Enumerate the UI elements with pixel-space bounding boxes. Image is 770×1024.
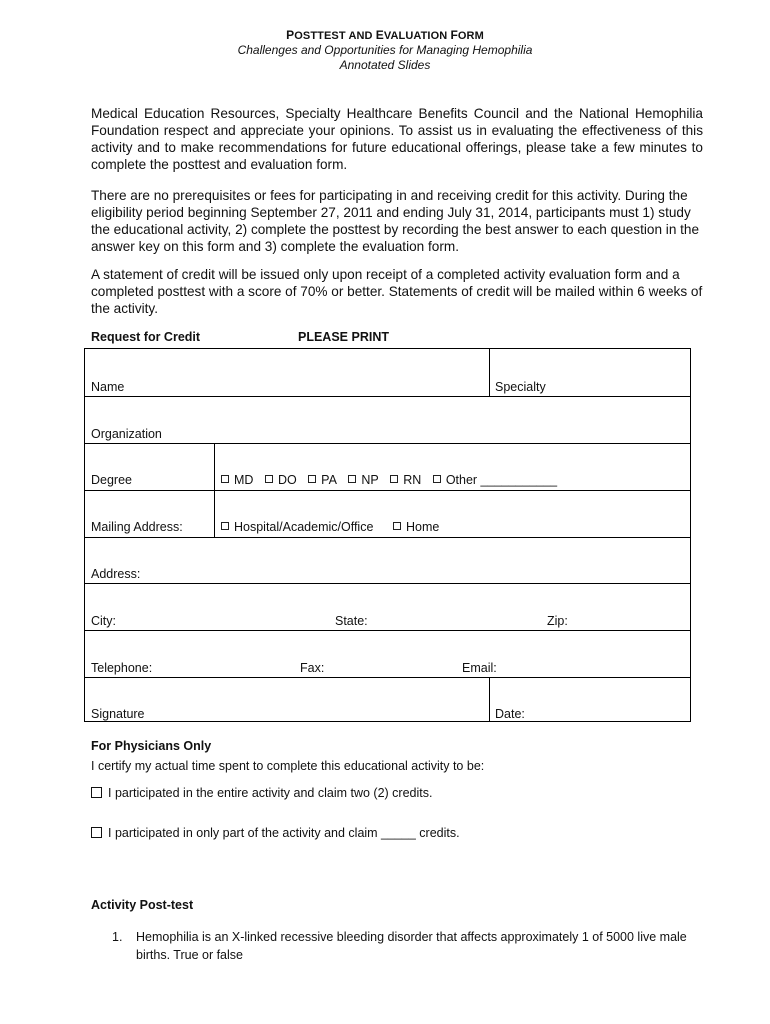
row-divider [85,677,690,678]
question-text: Hemophilia is an X-linked recessive bleeding disorder that affects approximately 1 of 5000 live male births. True or false [136,930,687,962]
row-divider [85,490,690,491]
checkbox-icon [91,827,102,838]
option-label: PA [321,473,337,487]
row-divider [85,630,690,631]
form-subtitle-slides: Annotated Slides [339,58,431,72]
title-part-valuation: VALUATION [383,30,451,42]
intro-paragraph-1: Medical Education Resources, Specialty Healthcare Benefits Council and the National Hemophilia Foundation respect and appreciate your opinions. To assist us in evaluating the effectiveness of this activity and to make recommendations for future educational offerings, please take a few minutes to complete the posttest and evaluation form. [91,106,703,172]
credit-option-full[interactable] [91,786,432,800]
question-number: 1. [112,930,123,944]
telephone-field[interactable]: Telephone: [91,661,153,675]
degree-option-pa[interactable] [308,473,337,487]
degree-options [221,473,565,487]
checkbox-icon [393,522,401,530]
degree-option-md[interactable] [221,473,253,487]
address-field[interactable]: Address: [91,567,141,581]
credit-option-partial[interactable] [91,826,460,840]
checkbox-icon [390,475,398,483]
degree-label: Degree [91,473,132,487]
option-label: NP [361,473,379,487]
checkbox-icon [221,475,229,483]
degree-option-do[interactable] [265,473,297,487]
question-item [112,928,702,964]
form-subtitle-course: Challenges and Opportunities for Managing Hemophilia [237,43,533,57]
email-field[interactable]: Email: [462,661,497,675]
please-print-label: PLEASE PRINT [298,330,389,344]
title-initial-p: P [286,28,295,42]
title-part-orm: ORM [457,30,484,42]
title-part-osttest: OSTTEST AND [294,30,376,42]
state-field[interactable]: State: [335,614,368,628]
intro-paragraph-2: There are no prerequisites or fees for participating in and receiving credit for this activity. During the eligibility period beginning September 27, 2011 and ending July 31, 2014, participants must 1) study the educational activity, 2) complete the posttest by recording the best answer to each question in the answer key on this form and 3) complete the evaluation form. [91,188,700,254]
title-initial-e: E [375,28,384,42]
column-divider [489,677,490,722]
degree-option-rn[interactable] [390,473,421,487]
option-label: RN [403,473,422,487]
column-divider [214,443,215,537]
checkbox-icon [308,475,316,483]
option-label: MD [234,473,254,487]
city-field[interactable]: City: [91,614,116,628]
degree-option-np[interactable] [348,473,378,487]
column-divider [489,349,490,396]
checkbox-icon [348,475,356,483]
intro-paragraph-3: A statement of credit will be issued only upon receipt of a completed activity evaluation form and a completed posttest with a score of 70% or better. Statements of credit will be mailed within 6 weeks of the activity. [91,267,703,316]
signature-field[interactable]: Signature [91,707,145,721]
credit-request-table [84,348,691,722]
request-for-credit-label: Request for Credit [91,330,201,344]
option-label: Hospital/Academic/Office [234,520,374,534]
organization-field[interactable]: Organization [91,427,162,441]
checkbox-icon [433,475,441,483]
row-divider [85,396,690,397]
option-label: Other ___________ [445,473,558,487]
title-initial-f: F [450,28,458,42]
option-label: I participated in only part of the activity and claim _____ credits. [108,826,460,840]
row-divider [85,537,690,538]
checkbox-icon [91,787,102,798]
mailing-address-label: Mailing Address: [91,520,183,534]
specialty-field[interactable]: Specialty [495,380,546,394]
name-field[interactable]: Name [91,380,125,394]
mailing-option-home[interactable] [393,520,439,534]
checkbox-icon [265,475,273,483]
form-title [0,28,770,42]
fax-field[interactable]: Fax: [300,661,325,675]
posttest-heading: Activity Post-test [91,898,194,912]
physicians-only-heading: For Physicians Only [91,739,212,753]
zip-field[interactable]: Zip: [547,614,568,628]
option-label: DO [277,473,297,487]
date-field[interactable]: Date: [495,707,525,721]
option-label: I participated in the entire activity and claim two (2) credits. [108,786,433,800]
row-divider [85,583,690,584]
degree-option-other[interactable] [433,473,557,487]
certify-statement: I certify my actual time spent to complete this educational activity to be: [91,759,485,773]
option-label: Home [406,520,440,534]
mailing-option-hospital[interactable] [221,520,373,534]
row-divider [85,443,690,444]
checkbox-icon [221,522,229,530]
